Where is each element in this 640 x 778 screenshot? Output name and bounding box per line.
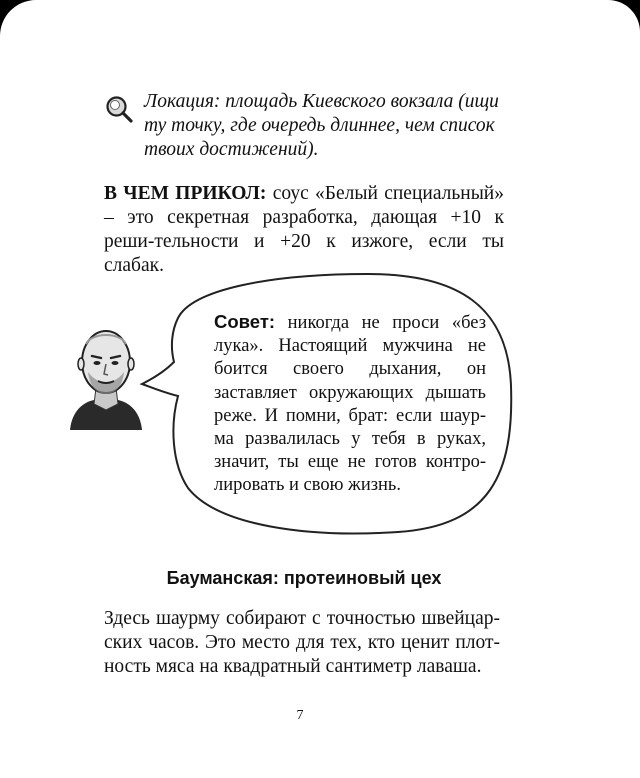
tip-text-block bbox=[214, 310, 486, 498]
tip-label: Совет: bbox=[214, 311, 276, 332]
joke-label: В ЧЕМ ПРИКОЛ: bbox=[104, 183, 267, 204]
section-heading: Бауманская: протеиновый цех bbox=[166, 568, 442, 588]
section-body: Здесь шаурму собирают с точностью швейцар-ских часов. Это место для тех, кто ценит плот-ность мяса на квадратный сантиметр лаваша. bbox=[104, 608, 500, 677]
page-number: 7 bbox=[296, 708, 304, 723]
magnifier-icon bbox=[104, 94, 134, 124]
tip-text: никогда не проси «без лука». Настоящий мужчина не боится своего дыхания, он заставляет окружающих дышать реже. И помни, брат: если шаур-ма развалилась у тебя в руках, значит, ты еще не готов контро-лировать и свою жизнь. bbox=[214, 313, 486, 496]
joke-paragraph bbox=[104, 182, 504, 278]
joke-text: соус «Белый специальный» – это секретная разработка, дающая +10 к реши-тельности и +20 к изжоге, если ты слабак. bbox=[104, 183, 504, 276]
location-text: Локация: площадь Киевского вокзала (ищи ту точку, где очередь длиннее, чем список твоих достижений). bbox=[144, 91, 499, 160]
